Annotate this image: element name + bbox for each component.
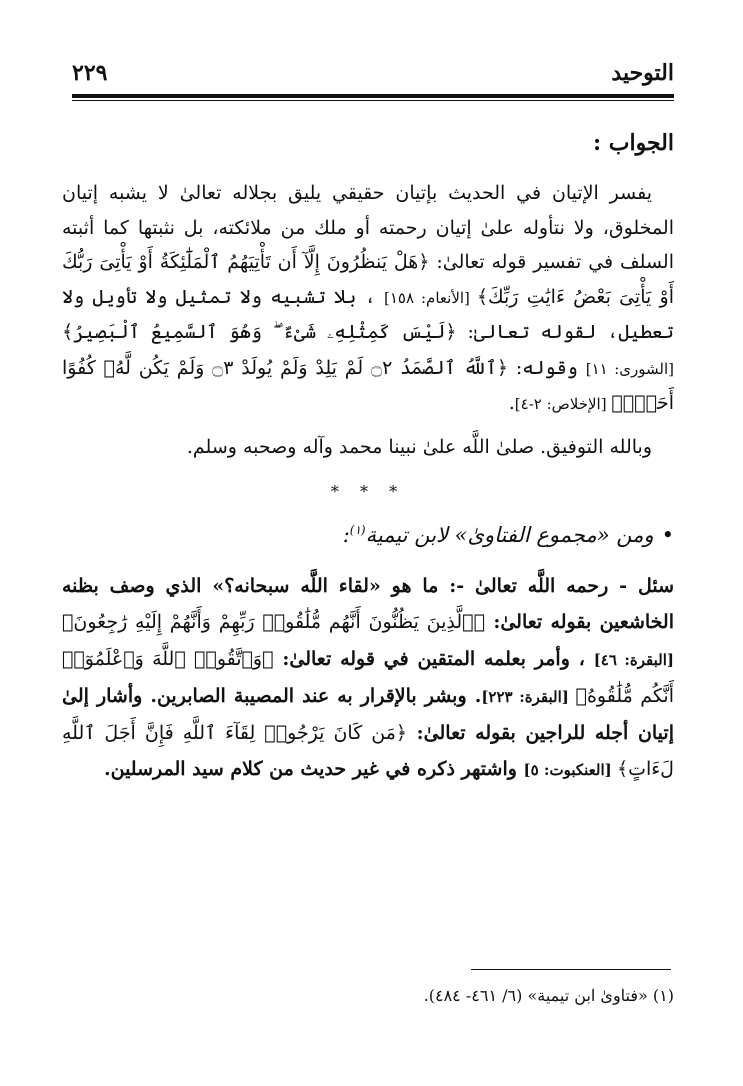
question-text-3: . وبشر بالإقرار به عند المصيبة الصابرين. وأشار إلىٰ إتيان أجله للراجين بقوله تعالىٰ: bbox=[62, 685, 674, 744]
ref-ikhlas: [الإخلاص: ٢-٤] bbox=[514, 395, 612, 413]
answer-heading: الجواب : bbox=[593, 130, 674, 156]
section-title-end: : bbox=[342, 523, 350, 547]
header-rule-thin bbox=[72, 100, 674, 101]
footnote: (١) «فتاوىٰ ابن تيمية» (٦/ ٤٦١- ٤٨٤). bbox=[423, 986, 674, 1005]
ref-baqara-46: [البقرة: ٤٦] bbox=[593, 651, 674, 669]
ref-baqara-223: [البقرة: ٢٢٣] bbox=[481, 688, 576, 706]
verse-shura: ﴿لَيْسَ كَمِثْلِهِۦ شَىْءٌ ۖ وَهُوَ ٱلسَّمِيعُ ٱلْبَصِيرُ﴾ bbox=[62, 321, 457, 343]
page-header bbox=[72, 60, 674, 88]
ref-ankabut: [العنكبوت: ٥] bbox=[523, 761, 617, 779]
question-text-1: سئل - رحمه اللَّه تعالىٰ -: ما هو «لقاء اللَّه سبحانه؟» الذي وصف بظنه الخاشعين بقوله تعالىٰ: bbox=[62, 575, 674, 633]
answer-text-1: يفسر الإتيان في الحديث بإتيان حقيقي يليق بجلاله تعالىٰ لا يشبه إتيان المخلوق، ولا نتأوله علىٰ إتيان رحمته أو ملك من ملائكته، بل نثبتها كما أثبته السلف في تفسير قوله تعالىٰ: bbox=[62, 182, 674, 273]
running-title: التوحيد bbox=[611, 60, 674, 86]
footnote-rule bbox=[471, 969, 671, 970]
question-paragraph bbox=[62, 568, 674, 788]
bullet-icon: • bbox=[661, 523, 674, 547]
ref-shura: [الشورى: ١١] bbox=[585, 359, 674, 378]
verse-anam: ﴿هَلْ يَنظُرُونَ إِلَّآ أَن تَأْتِيَهُمُ ٱلْمَلَٰٓئِكَةُ أَوْ يَأْتِىَ رَبُّكَ أَوْ يَأْتِىَ بَعْضُ ءَايَٰتِ رَبِّكَ﴾ bbox=[62, 251, 674, 308]
page-number: ٢٢٩ bbox=[72, 60, 108, 86]
verse-ankabut: ﴿مَن كَانَ يَرْجُوا۟ لِقَآءَ ٱللَّهِ فَإِنَّ أَجَلَ ٱللَّهِ لَءَاتٍ﴾ bbox=[62, 722, 674, 780]
answer-text-2: ، بلا تشبيه ولا تمثيل ولا تأويل ولا تعطيل، لقوله تعالىٰ: bbox=[62, 285, 674, 343]
answer-paragraph bbox=[62, 176, 674, 422]
header-rule-thick bbox=[72, 94, 674, 98]
answer-text-3: وقوله: bbox=[508, 356, 586, 379]
verse-ikhlas: ﴿ٱللَّهُ ٱلصَّمَدُ ۝٢ لَمْ يَلِدْ وَلَمْ يُولَدْ ۝٣ وَلَمْ يَكُن لَّهُۥ كُفُوًا أَحَدٌۢ﴾ bbox=[62, 356, 674, 414]
answer-end-mark: . bbox=[508, 392, 515, 414]
question-text-4: واشتهر ذكره في غير حديث من كلام سيد المرسلين. bbox=[103, 758, 524, 780]
footnote-mark: (١) bbox=[349, 523, 366, 537]
section-title bbox=[62, 511, 674, 554]
verse-baqara-46: ﴿ٱلَّذِينَ يَظُنُّونَ أَنَّهُم مُّلَٰقُوا۟ رَبِّهِمْ وَأَنَّهُمْ إِلَيْهِ رَٰجِعُونَ﴾ bbox=[62, 611, 485, 633]
section-title-text: ومن «مجموع الفتاوىٰ» لابن تيمية bbox=[365, 523, 654, 547]
section-separator: * * * bbox=[330, 482, 406, 501]
closing-line: وبالله التوفيق. صلىٰ اللَّه علىٰ نبينا محمد وآله وصحبه وسلم. bbox=[186, 435, 652, 458]
page-content bbox=[62, 120, 674, 788]
ref-anam: [الأنعام: ١٥٨] bbox=[384, 288, 477, 307]
question-text-2: ، وأمر بعلمه المتقين في قوله تعالىٰ: bbox=[273, 648, 594, 670]
verse-baqara-223: ﴿وَٱتَّقُوا۟ ٱللَّهَ وَٱعْلَمُوٓا۟ أَنَّكُم مُّلَٰقُوهُ﴾ bbox=[62, 648, 674, 707]
